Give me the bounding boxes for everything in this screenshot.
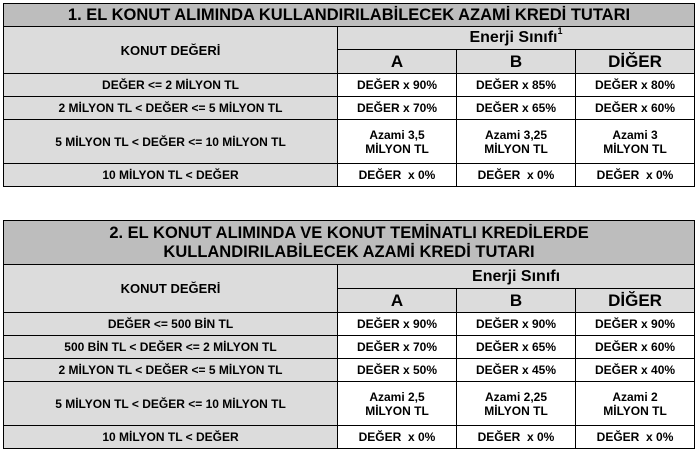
table-row [4, 164, 695, 187]
table-second-hand-housing [3, 220, 695, 449]
cell-value: DEĞER x 0% [457, 164, 576, 187]
class-diger-header: DİĞER [576, 289, 695, 313]
cell-value: DEĞER x 0% [338, 164, 457, 187]
cell-value: DEĞER x 90% [338, 74, 457, 97]
cell-value: DEĞER x 70% [338, 97, 457, 120]
row-label: DEĞER <= 2 MİLYON TL [4, 74, 338, 97]
table-row [4, 382, 695, 426]
cell-value: DEĞER x 50% [338, 359, 457, 382]
cell-value: DEĞER x 0% [338, 426, 457, 449]
cell-value: DEĞER x 90% [576, 313, 695, 336]
cell-value: DEĞER x 85% [457, 74, 576, 97]
row-label: 2 MİLYON TL < DEĞER <= 5 MİLYON TL [4, 97, 338, 120]
table-row [4, 336, 695, 359]
row-label: 2 MİLYON TL < DEĞER <= 5 MİLYON TL [4, 359, 338, 382]
cell-value: DEĞER x 80% [576, 74, 695, 97]
row-label: 500 BİN TL < DEĞER <= 2 MİLYON TL [4, 336, 338, 359]
class-diger-header: DİĞER [576, 50, 695, 74]
table-row [4, 426, 695, 449]
table-row [4, 359, 695, 382]
cell-value: DEĞER x 90% [457, 313, 576, 336]
cell-value: Azami 2,5 MİLYON TL [338, 382, 457, 426]
table-title: 1. EL KONUT ALIMINDA KULLANDIRILABİLECEK AZAMİ KREDİ TUTARI [4, 4, 695, 27]
column-header-konut-degeri: KONUT DEĞERİ [4, 265, 338, 313]
table-row [4, 120, 695, 164]
cell-value: DEĞER x 65% [457, 97, 576, 120]
cell-value: Azami 3 MİLYON TL [576, 120, 695, 164]
cell-value: DEĞER x 65% [457, 336, 576, 359]
table-title-line: 2. EL KONUT ALIMINDA VE KONUT TEMİNATLI KREDİLERDE [109, 223, 589, 242]
energy-class-label: Enerji Sınıfı [469, 29, 558, 46]
row-label: DEĞER <= 500 BİN TL [4, 313, 338, 336]
energy-class-header: Enerji Sınıfı [338, 265, 695, 289]
table-row [4, 74, 695, 97]
row-label: 5 MİLYON TL < DEĞER <= 10 MİLYON TL [4, 382, 338, 426]
column-header-konut-degeri: KONUT DEĞERİ [4, 27, 338, 74]
class-a-header: A [338, 50, 457, 74]
class-b-header: B [457, 289, 576, 313]
cell-value: DEĞER x 40% [576, 359, 695, 382]
row-label: 5 MİLYON TL < DEĞER <= 10 MİLYON TL [4, 120, 338, 164]
cell-value: Azami 3,5 MİLYON TL [338, 120, 457, 164]
cell-value: Azami 2 MİLYON TL [576, 382, 695, 426]
cell-value: DEĞER x 0% [576, 426, 695, 449]
energy-class-header [338, 27, 695, 50]
table-title-line: KULLANDIRILABİLECEK AZAMİ KREDİ TUTARI [163, 242, 535, 261]
cell-value: DEĞER x 60% [576, 97, 695, 120]
cell-value: DEĞER x 60% [576, 336, 695, 359]
table-title [4, 221, 695, 265]
class-a-header: A [338, 289, 457, 313]
table-row [4, 313, 695, 336]
cell-value: DEĞER x 90% [338, 313, 457, 336]
row-label: 10 MİLYON TL < DEĞER [4, 426, 338, 449]
cell-value: DEĞER x 70% [338, 336, 457, 359]
table-new-housing [3, 3, 695, 187]
cell-value: Azami 3,25 MİLYON TL [457, 120, 576, 164]
cell-value: DEĞER x 0% [576, 164, 695, 187]
cell-value: DEĞER x 45% [457, 359, 576, 382]
cell-value: DEĞER x 0% [457, 426, 576, 449]
class-b-header: B [457, 50, 576, 74]
table-row [4, 97, 695, 120]
row-label: 10 MİLYON TL < DEĞER [4, 164, 338, 187]
footnote-marker: 1 [557, 26, 563, 36]
cell-value: Azami 2,25 MİLYON TL [457, 382, 576, 426]
